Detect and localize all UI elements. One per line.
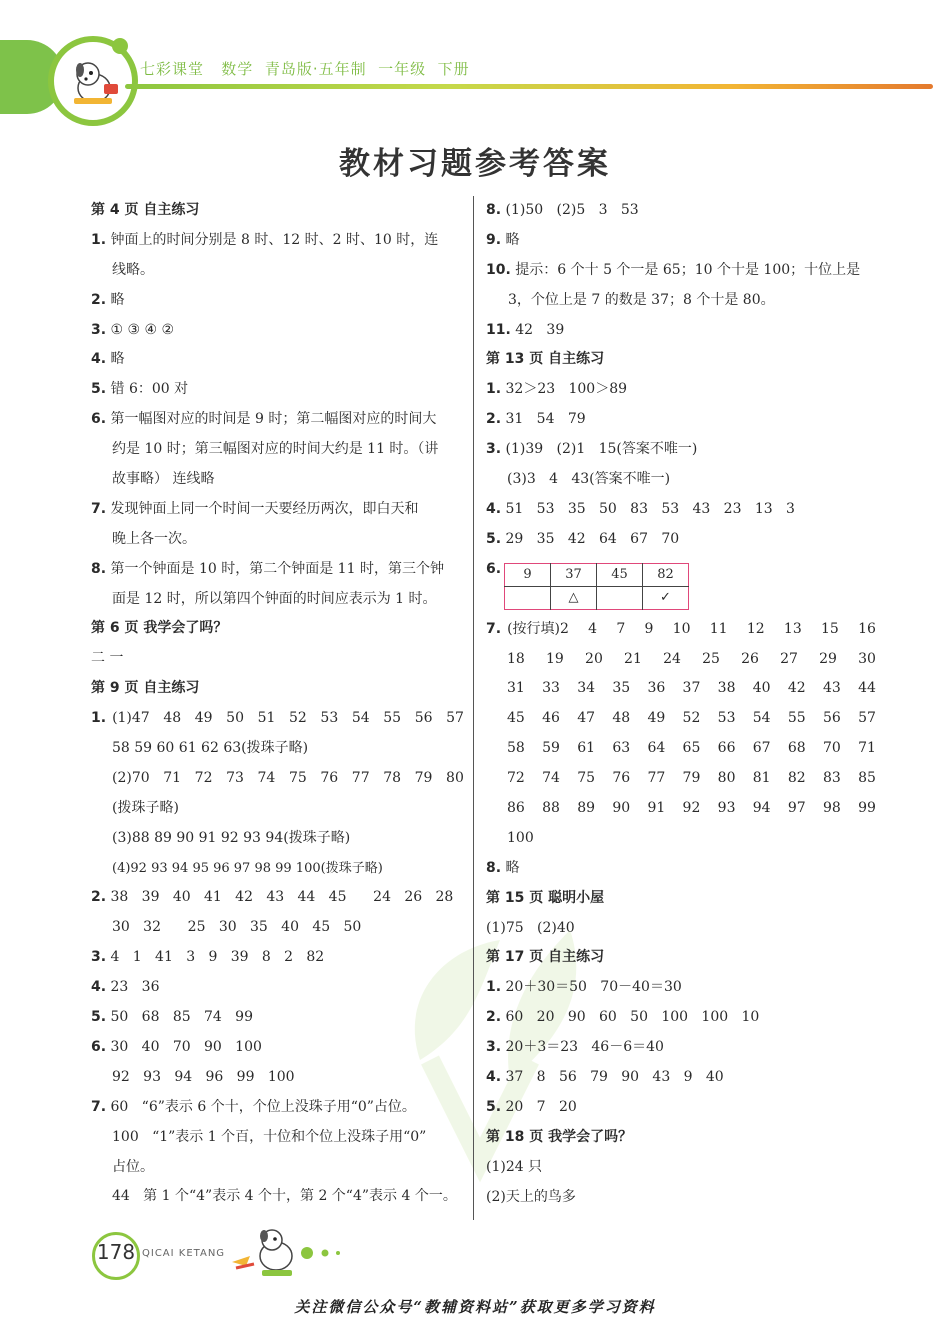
number-value: 72 — [507, 770, 525, 787]
answer-text: 3，个位上是 7 的数是 37；8 个十是 80。 — [508, 291, 775, 308]
number-value: 12 — [746, 620, 765, 637]
answer-text: 37 8 56 79 90 43 9 40 — [505, 1069, 724, 1086]
number-value: 10 — [672, 620, 691, 637]
number-row — [486, 794, 876, 824]
number-value: 76 — [320, 769, 339, 786]
item-number: 9. — [486, 231, 502, 248]
item-number: 4. — [486, 500, 502, 517]
number-value: 82 — [787, 770, 806, 787]
number-value: 91 — [647, 800, 666, 817]
number-value: 13 — [783, 620, 802, 637]
table-cell: ✓ — [643, 586, 689, 609]
item-number: 3. — [91, 949, 107, 966]
item-number: 2. — [486, 1009, 502, 1026]
number-value: 49 — [647, 710, 666, 727]
table-cell: 45 — [597, 563, 643, 586]
answer-text: 58 59 60 61 62 63(拨珠子略) — [112, 740, 309, 757]
number-value: 52 — [682, 710, 701, 727]
answer-text: (4)92 93 94 95 96 97 98 99 100(拨珠子略) — [112, 860, 383, 876]
number-value: 97 — [787, 800, 806, 817]
answer-text: 4 1 41 3 9 39 8 2 82 — [110, 949, 325, 966]
answer-text: (1)39 (2)1 15(答案不唯一) — [505, 441, 698, 458]
table-cell: 37 — [551, 563, 597, 586]
answer-text: 约是 10 时；第三幅图对应的时间大约是 11 时。（讲 — [112, 441, 439, 458]
answer-text: 38 39 40 41 42 43 44 45 24 26 28 — [110, 889, 454, 906]
item-number: 2. — [91, 291, 107, 308]
number-value: 27 — [780, 650, 798, 667]
answer-text: 提示：6 个十 5 个一是 65；10 个十是 100；十位上是 — [515, 261, 861, 278]
number-value: 74 — [542, 770, 560, 787]
number-value: 49 — [194, 710, 213, 727]
section-heading: 第 4 页 自主练习 — [91, 202, 200, 218]
answer-text: 略 — [505, 859, 520, 876]
item-number: 1. — [486, 381, 502, 398]
number-value: 61 — [577, 740, 596, 757]
number-value: 81 — [752, 770, 771, 787]
answer-text: 60 “6”表示 6 个十，个位上没珠子用“0”占位。 — [110, 1098, 416, 1115]
number-value: 48 — [612, 710, 631, 727]
answer-text: 51 53 35 50 83 53 43 23 13 3 — [505, 500, 795, 517]
item-number: 5. — [91, 381, 107, 398]
number-value: 19 — [546, 650, 564, 667]
number-row — [486, 645, 876, 675]
page-number: 178 — [96, 1240, 136, 1264]
answer-table — [504, 563, 689, 610]
number-value: 90 — [612, 800, 631, 817]
number-value: 71 — [858, 740, 876, 757]
answer-text: (3)3 4 43(答案不唯一) — [507, 471, 671, 488]
page-title: 教材习题参考答案 — [339, 146, 611, 182]
footer-note: 关注微信公众号“教辅资料站”获取更多学习资料 — [294, 1298, 656, 1316]
answer-text: 错 6：00 对 — [110, 381, 189, 398]
answer-text: (2)天上的鸟多 — [486, 1188, 576, 1205]
answer-text: 20＋30＝50 70－40＝30 — [505, 979, 682, 996]
item-number: 6. — [486, 560, 502, 577]
item-number: 1. — [91, 710, 107, 727]
number-value: 80 — [717, 770, 736, 787]
number-value: 11 — [709, 620, 728, 637]
number-value: 57 — [446, 710, 464, 727]
footer-dots-icon — [300, 1246, 350, 1260]
number-value: 79 — [682, 770, 701, 787]
answer-text: 线略。 — [112, 261, 154, 278]
section-heading: 第 18 页 我学会了吗？ — [486, 1128, 633, 1145]
number-value: 47 — [577, 710, 596, 727]
answer-text: 100 — [507, 829, 534, 846]
answer-text: 29 35 42 64 67 70 — [505, 530, 680, 547]
number-value: 15 — [820, 620, 839, 637]
header-rule — [125, 84, 933, 89]
number-value: 42 — [787, 680, 806, 697]
number-value: 36 — [647, 680, 666, 697]
number-value: 74 — [257, 769, 276, 786]
table-cell — [505, 586, 551, 609]
number-value: 51 — [257, 710, 276, 727]
number-value: 54 — [351, 710, 370, 727]
answer-text: 50 68 85 74 99 — [110, 1009, 253, 1026]
number-value: 20 — [585, 650, 603, 667]
answer-text: 44 第 1 个“4”表示 4 个十，第 2 个“4”表示 4 个一。 — [112, 1188, 457, 1205]
number-value: 52 — [289, 710, 307, 727]
section-heading: 第 15 页 聪明小屋 — [486, 889, 605, 906]
number-value: 37 — [682, 680, 701, 697]
number-value: 93 — [717, 800, 736, 817]
answer-text: 32＞23 100＞89 — [505, 381, 628, 398]
number-value: 77 — [351, 769, 370, 786]
item-number: 11. — [486, 321, 511, 338]
number-value: 89 — [577, 800, 596, 817]
section-heading: 第 9 页 自主练习 — [91, 680, 200, 697]
number-row — [507, 615, 876, 645]
item-number: 3. — [91, 321, 107, 338]
item-number: 7. — [91, 1098, 107, 1115]
number-value: 72 — [194, 769, 213, 786]
number-value: 56 — [822, 710, 841, 727]
item-number: 1. — [486, 979, 502, 996]
number-value: 77 — [647, 770, 666, 787]
number-value: 43 — [822, 680, 841, 697]
item-number: 5. — [91, 1009, 107, 1026]
answer-text: ① ③ ④ ② — [110, 321, 175, 338]
number-value: 40 — [752, 680, 771, 697]
number-value: 33 — [542, 680, 560, 697]
number-value: 65 — [682, 740, 701, 757]
number-row — [486, 704, 876, 734]
number-value: 76 — [612, 770, 631, 787]
item-number: 7. — [91, 500, 107, 517]
section-heading: 第 6 页 我学会了吗？ — [91, 620, 228, 637]
number-value: 94 — [752, 800, 771, 817]
answer-text: 二 一 — [91, 650, 124, 667]
number-value: (按行填)2 — [507, 620, 569, 637]
number-value: 25 — [702, 650, 720, 667]
number-value: 4 — [588, 620, 598, 637]
number-value: 88 — [542, 800, 560, 817]
number-value: 50 — [226, 710, 244, 727]
answer-text: 20 7 20 — [505, 1098, 577, 1115]
answer-text: 占位。 — [112, 1158, 154, 1175]
answer-text: 晚上各一次。 — [112, 530, 196, 547]
mascot-icon — [228, 1222, 304, 1280]
number-value: (2)70 — [112, 769, 150, 786]
column-divider — [473, 196, 474, 1220]
left-column — [91, 196, 464, 1212]
answer-text: 第一幅图对应的时间是 9 时；第二幅图对应的时间大 — [110, 411, 437, 428]
item-number: 2. — [486, 411, 502, 428]
answer-text: (1)75 (2)40 — [486, 919, 575, 936]
answer-text: 钟面上的时间分别是 8 时、12 时、2 时、10 时，连 — [110, 231, 439, 248]
number-value: 45 — [507, 710, 525, 727]
answer-text: 31 54 79 — [505, 411, 586, 428]
section-heading: 第 17 页 自主练习 — [486, 949, 605, 966]
item-number: 2. — [91, 889, 107, 906]
answer-text: (1)24 只 — [486, 1158, 543, 1175]
mascot-icon — [64, 54, 122, 108]
answer-table-block — [486, 555, 876, 615]
answer-text: 92 93 94 96 99 100 — [112, 1068, 295, 1085]
number-value: 34 — [577, 680, 596, 697]
answer-text: 略 — [110, 291, 125, 308]
answer-text: 故事略） 连线略 — [112, 471, 215, 488]
number-value: 83 — [822, 770, 841, 787]
item-number: 4. — [486, 1069, 502, 1086]
answer-text: 第一个钟面是 10 时，第二个钟面是 11 时，第三个钟 — [110, 560, 444, 577]
answer-text: 20＋3＝23 46－6＝40 — [505, 1039, 664, 1056]
number-value: 30 — [858, 650, 876, 667]
number-value: 46 — [542, 710, 560, 727]
item-number: 5. — [486, 530, 502, 547]
item-number: 8. — [91, 560, 107, 577]
number-value: 18 — [507, 650, 525, 667]
item-number: 5. — [486, 1098, 502, 1115]
number-value: 53 — [320, 710, 339, 727]
number-value: 63 — [612, 740, 631, 757]
number-value: 75 — [288, 769, 307, 786]
number-value: 78 — [383, 769, 402, 786]
item-number: 4. — [91, 351, 107, 368]
number-value: 68 — [787, 740, 806, 757]
answer-text: (1)50 (2)5 3 53 — [505, 202, 639, 218]
number-value: 38 — [717, 680, 736, 697]
number-value: 55 — [383, 710, 402, 727]
number-value: 86 — [507, 800, 525, 817]
number-value: 70 — [822, 740, 841, 757]
answer-text: (拨珠子略) — [112, 799, 179, 816]
number-value: 85 — [858, 770, 876, 787]
number-value: 98 — [822, 800, 841, 817]
number-value: 64 — [647, 740, 666, 757]
number-value: 99 — [858, 800, 876, 817]
answer-text: (3)88 89 90 91 92 93 94(拨珠子略) — [112, 829, 351, 846]
number-value: 66 — [717, 740, 736, 757]
answer-text: 30 32 25 30 35 40 45 50 — [112, 919, 362, 936]
number-value: 59 — [542, 740, 560, 757]
number-value: 73 — [226, 769, 244, 786]
number-value: 24 — [663, 650, 681, 667]
answer-text: 略 — [110, 351, 125, 368]
number-value: 79 — [414, 769, 433, 786]
table-cell: △ — [551, 586, 597, 609]
number-value: 29 — [819, 650, 837, 667]
section-heading: 第 13 页 自主练习 — [486, 351, 605, 368]
item-number: 6. — [91, 411, 107, 428]
number-value: 56 — [414, 710, 433, 727]
number-value: 16 — [858, 620, 876, 637]
footer-brand-label: QICAI KETANG — [142, 1248, 226, 1259]
table-cell — [597, 586, 643, 609]
number-value: 54 — [752, 710, 771, 727]
number-value: 21 — [624, 650, 642, 667]
item-number: 7. — [486, 620, 502, 637]
number-value: 44 — [858, 680, 876, 697]
number-row — [486, 674, 876, 704]
answer-text: 30 40 70 90 100 — [110, 1038, 262, 1055]
table-row — [505, 563, 689, 586]
item-number: 6. — [91, 1038, 107, 1055]
number-value: 26 — [741, 650, 759, 667]
number-value: 92 — [682, 800, 701, 817]
number-value: 55 — [787, 710, 806, 727]
header-title: 七彩课堂 数学 青岛版·五年制 一年级 下册 — [140, 60, 470, 78]
number-value: 48 — [163, 710, 182, 727]
right-column — [486, 196, 876, 1213]
table-cell: 82 — [643, 563, 689, 586]
number-value: 75 — [577, 770, 596, 787]
header-dot — [112, 38, 128, 54]
item-number: 10. — [486, 261, 511, 278]
number-value: 35 — [612, 680, 631, 697]
answer-text: 60 20 90 60 50 100 100 10 — [505, 1009, 760, 1026]
number-value: 53 — [717, 710, 736, 727]
item-number: 1. — [91, 231, 107, 248]
answer-text: 发现钟面上同一个时间一天要经历两次，即白天和 — [110, 500, 419, 517]
number-value: (1)47 — [112, 710, 150, 727]
number-value: 7 — [616, 620, 626, 637]
item-number: 8. — [486, 202, 502, 218]
item-number: 3. — [486, 1039, 502, 1056]
number-value: 31 — [507, 680, 525, 697]
number-row — [486, 764, 876, 794]
number-row — [91, 764, 464, 794]
table-row — [505, 586, 689, 609]
number-value: 80 — [446, 769, 464, 786]
number-value: 9 — [644, 620, 654, 637]
answer-text: 略 — [505, 231, 520, 248]
number-value: 57 — [858, 710, 876, 727]
table-cell: 9 — [505, 563, 551, 586]
number-value: 71 — [163, 769, 182, 786]
number-value: 58 — [507, 740, 525, 757]
answer-text: 100 “1”表示 1 个百，十位和个位上没珠子用“0” — [112, 1128, 427, 1145]
item-number: 4. — [91, 979, 107, 996]
number-value: 67 — [752, 740, 771, 757]
item-number: 8. — [486, 859, 502, 876]
number-row — [486, 734, 876, 764]
answer-text: 42 39 — [515, 321, 565, 338]
number-row — [112, 704, 464, 734]
answer-text: 面是 12 时，所以第四个钟面的时间应表示为 1 时。 — [112, 590, 437, 607]
item-number: 3. — [486, 441, 502, 458]
answer-text: 23 36 — [110, 979, 160, 996]
